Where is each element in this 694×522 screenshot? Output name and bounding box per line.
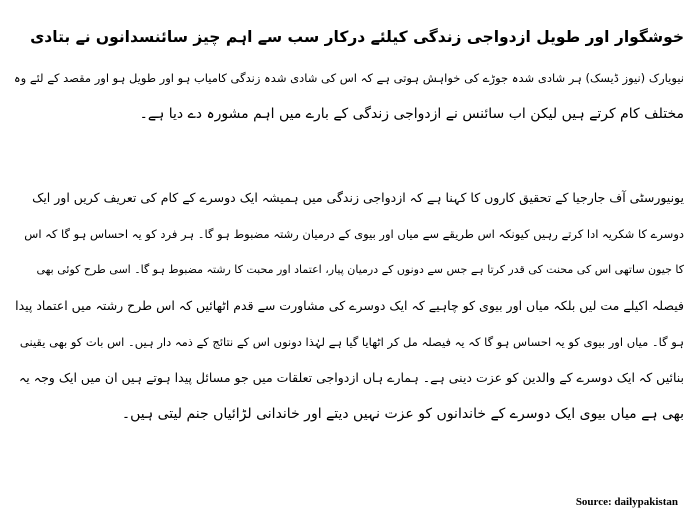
- paragraph-line: یونیورسٹی آف جارجیا کے تحقیق کاروں کا کہنا ہے کہ ازدواجی زندگی میں ہمیشہ ایک دوسرے کے کام کی تعریف کریں اور ایک: [32, 190, 684, 205]
- paragraph-line: نیویارک (نیوز ڈیسک) ہر شادی شدہ جوڑے کی خواہش ہوتی ہے کہ اس کی شادی شدہ زندگی کامیاب ہو اور طویل ہو اور مقصد کے لئے وہ: [13, 71, 684, 85]
- source-credit: Source: dailypakistan: [575, 496, 678, 508]
- article-title: خوشگوار اور طویل ازدواجی زندگی کیلئے درکار سب سے اہم چیز سائنسدانوں نے بتادی: [30, 28, 684, 46]
- paragraph-line: مختلف کام کرتے ہیں لیکن اب سائنس نے ازدواجی زندگی کے بارے میں اہم مشورہ دے دیا ہے۔: [139, 106, 684, 122]
- paragraph-body: [10, 180, 684, 432]
- paragraph-line: بھی ہے میاں بیوی ایک دوسرے کے خاندانوں کو عزت نہیں دیتے اور خاندانی لڑائیاں جنم لیتی ہیں۔: [121, 406, 684, 422]
- paragraph-line: دوسرے کا شکریہ ادا کرتے رہیں کیونکہ اس طریقے سے میاں اور بیوی کے درمیان رشتہ مضبوط ہو گا۔ ہر فرد کو یہ احساس ہو گا کہ اس: [24, 227, 684, 241]
- paragraph-line: بنائیں کہ ایک دوسرے کے والدین کو عزت دینی ہے۔ ہمارے ہاں ازدواجی تعلقات میں جو مسائل پیدا ہوتے ہیں ان میں ایک وجہ یہ: [18, 370, 684, 385]
- paragraph-intro: [10, 60, 684, 132]
- paragraph-line: ہو گا۔ میاں اور بیوی کو یہ احساس ہو گا کہ یہ فیصلہ مل کر اٹھایا گیا ہے لہٰذا دونوں اس کے نتائج کے ذمہ دار ہیں۔ اس بات کو بھی یقینی: [19, 335, 684, 349]
- paragraph-line: کا جیون ساتھی اس کی محنت کی قدر کرتا ہے جس سے دونوں کے درمیان پیار، اعتماد اور محبت کا رشتہ مضبوط ہو گا۔ اسی طرح کوئی بھی: [36, 263, 684, 276]
- paragraph-line: فیصلہ اکیلے مت لیں بلکہ میاں اور بیوی کو چاہیے کہ ایک دوسرے کی مشاورت سے قدم اٹھائیں کہ اس طرح رشتہ میں اعتماد پیدا: [15, 298, 684, 313]
